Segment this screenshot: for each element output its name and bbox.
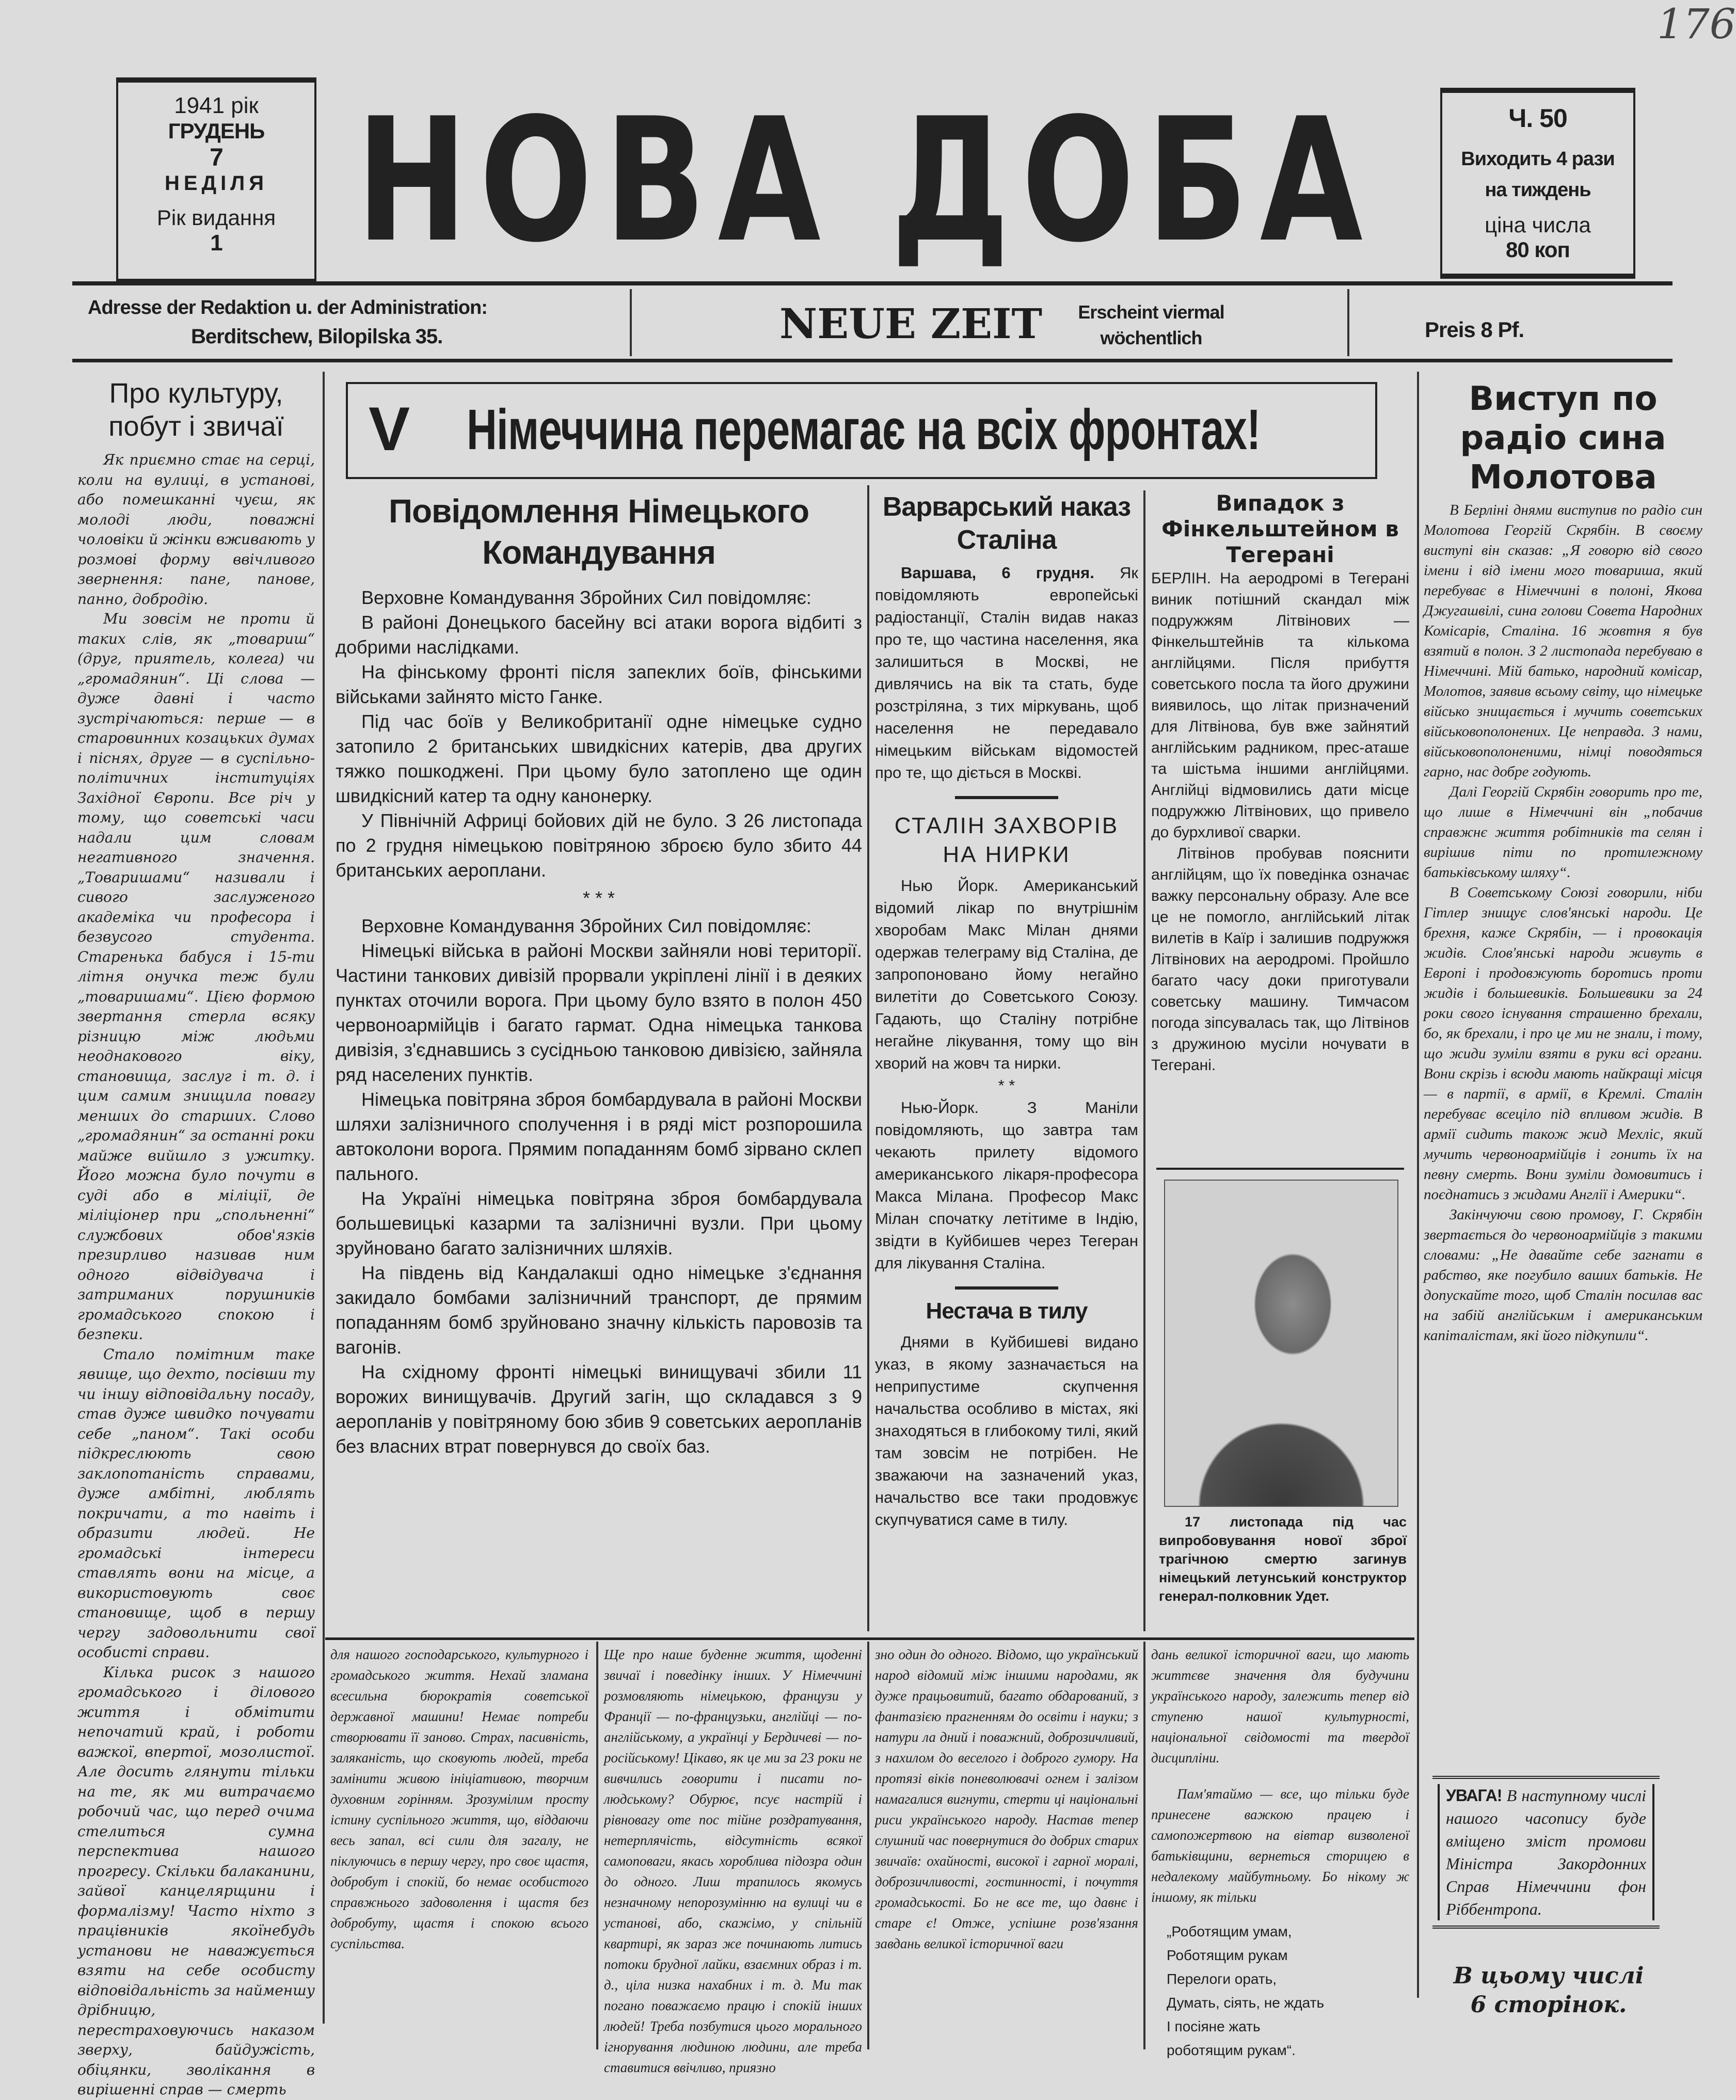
victory-v-mark: V bbox=[369, 394, 410, 464]
poem bbox=[1167, 1920, 1409, 2062]
divider bbox=[1143, 1642, 1145, 2049]
paragraph: Кілька рисок з нашого громадського і ділового життя і обмітити непочатий край, і роботи важкої, впертої, мозолистої. Але досить глянути тільки на те, як ми витрачаємо робочий час, що перед очима стелиться сумна перспектива нашого прогресу. Скільки балаканини, зайвої канцелярщини і формалізму! Часто ніхто з працівників якоїнебудь установи не наважується взяти на себе особисту відповідальність за найменшу дрібницю, перестраховуючись наказом зверху, байдужість, обіцянки, зволікання в вирішенні справ — смерть bbox=[77, 1663, 315, 2098]
paragraph: Нью-Йорк. З Маніли повідомляють, що завтра там чекають прилету відомого американського лікаря-професора Макса Мілана. Професор Макс Мілан спочатку летітиме в Індію, звідти в Куйбишев через Тегеран для лікування Сталіна. bbox=[875, 1099, 1138, 1272]
masthead-rule-bottom bbox=[72, 359, 1673, 362]
german-title: NEUE ZEIT bbox=[779, 299, 1043, 348]
paragraph: Верховне Командування Збройних Сил повідомляє: bbox=[361, 915, 811, 936]
paragraph: Літвінов пробував пояснити англійцям, що їх поведінка означає важку персональну образу. Але все це не помогло, англійський літак вилетів в Каїр і залишив подружжя Літвінових на аеродромі. Пройшло багато часу доки приготували советську машину. Тимчасом погода зіпсувалась так, що Літвінов з дружиною мусіли ночувати в Тегерані. bbox=[1151, 845, 1409, 1074]
poem-line: Роботящим рукам bbox=[1167, 1947, 1288, 1963]
finkelstein-article bbox=[1151, 490, 1409, 1162]
command-report-article bbox=[336, 490, 862, 1631]
paragraph: Нью Йорк. Американський відомий лікар по внутрішнім хворобам Макс Мілан днями одержав телеграму від Сталіна, де запропоновано йому негайно вилетіти до Советського Союзу. Гадають, що Сталіну потрібне негайне лікування, тому що він хворий на жовч та нирки. bbox=[875, 877, 1138, 1072]
paragraph: дань великої історичної ваги, що мають життєве значення для будучини українського народу, залежить тепер від ступеню нашої культурності, національної свідомості та твердої дисципліни. bbox=[1151, 1647, 1409, 1765]
separator: * * bbox=[998, 1076, 1015, 1094]
divider bbox=[596, 1642, 598, 2049]
divider bbox=[867, 1642, 869, 2049]
paragraph: В районі Донецького басейну всі атаки ворога відбиті з добрими наслідками. bbox=[336, 612, 862, 658]
paragraph: Як повідомляють европейські радіостанції, Сталін видав наказ про те, що частина населення, яка залишиться в Москві, не дивлячись на вік та стать, буде розстріляна, з тих міркувань, щоб населення не передавало німецьким військам відомостей про те, що діється в Москві. bbox=[875, 564, 1138, 782]
notice-text: В наступному числі нашого часопису буде вміщено зміст промови Міністра Закордонних Справ Німеччини фон Ріббентропа. bbox=[1446, 1786, 1646, 1918]
paragraph: На фінському фронті після запеклих боїв, фінськими військами зайнято місто Ганке. bbox=[336, 661, 862, 707]
paragraph: Німецька повітряна зброя бомбардувала в районі Москви шляхи залізничного сполучення і в ряді міст розпорошила автоколони ворога. Прямим попаданням бомб зірвано склеп пального. bbox=[336, 1089, 862, 1184]
paragraph: У Північній Африці бойових дій не було. З 26 листопада по 2 грудня німецькою повітряною зброєю було збито 44 британських аероплани. bbox=[336, 810, 862, 881]
price: 80 коп bbox=[1506, 237, 1570, 262]
german-frequency: Erscheint viermal wöchentlich bbox=[1078, 301, 1224, 348]
price-label: ціна числа bbox=[1485, 213, 1591, 237]
divider bbox=[1143, 490, 1145, 1631]
dateline: Варшава, 6 грудня. bbox=[901, 564, 1094, 582]
poem-line: роботящим рукам“. bbox=[1167, 2042, 1296, 2058]
bottom-column bbox=[604, 1644, 862, 2075]
article-title: Виступ по радіо сина Молотова bbox=[1460, 380, 1666, 497]
year: 1941 рік bbox=[174, 93, 259, 118]
notice-label: УВАГА! bbox=[1446, 1786, 1502, 1805]
paragraph: для нашого господарського, культурного і громадського життя. Нехай зламана всесильна бюрократія советської державної машини! Немає потреби створювати її заново. Страх, пасивність, заляканість, що сковують людей, треба замінити живою ініціативою, творчим духовним горінням. Зрозумілим просту істину суспільного життя, що, віддаючи весь запал, всі сили для загалу, не піклуючись в першу чергу, про своє щастя, добробут і спокій, бо немає особистого справжнього задоволення і щастя без добробуту, щастя і спокою всього суспільства. bbox=[330, 1647, 588, 1951]
bottom-column bbox=[875, 1644, 1138, 2052]
newspaper-title: НОВА ДОБА bbox=[356, 82, 1375, 280]
issue-number: Ч. 50 bbox=[1508, 104, 1567, 133]
paragraph: Днями в Куйбишеві видано указ, в якому зазначається на неприпустиме скупчення начальства особливо в містах, які знаходяться в глибокому тилі, який там зовсім не потрібен. Не зважаючи на зазначений указ, начальство все таки продовжує скупчуватися саме в тилу. bbox=[875, 1333, 1138, 1529]
paragraph: В Берліні днями виступив по радіо син Молотова Георгій Скрябін. В своєму виступі він сказав: „Я говорю від свого імени і від імени мого товариша, який перебуває в Німеччині в полоні, Якова Джугашвілі, сина голови Совета Народних Комісарів, Сталіна. 16 жовтня я був взятий в полон. З 2 листопада перебуваю в Німеччині. Мій батько, народний комісар, Молотов, заявив всьому світу, що німецьке військо знищається і мучить советських військовополонених. Це неправда. З нами, військовополоненими, німці поводяться гарно, нас добре годують. bbox=[1424, 502, 1702, 780]
stalin-ill-title: СТАЛІН ЗАХВОРІВ НА НИРКИ bbox=[894, 813, 1119, 867]
volume: 1 bbox=[210, 230, 222, 256]
paragraph: На південь від Кандалакші одно німецьке з'єднання закидало бомбами залізничний транспорт, де прямим попаданням бомб зруйновано значну кількість паровозів та вагонів. bbox=[336, 1262, 862, 1358]
address-label: Adresse der Redaktion u. der Administration: bbox=[88, 297, 487, 319]
poem-line: Перелоги орать, bbox=[1167, 1971, 1277, 1987]
paragraph: На Україні німецька повітряна зброя бомбардувала большевицькі казарми та залізничні вузли. При цьому зруйновано багато залізничних шляхів. bbox=[336, 1188, 862, 1259]
paragraph: Верховне Командування Збройних Сил повідомляє: bbox=[361, 587, 811, 608]
bottom-column bbox=[1151, 1644, 1409, 2062]
divider bbox=[1347, 289, 1349, 356]
separator: * * * bbox=[582, 887, 615, 909]
culture-article bbox=[77, 377, 315, 2098]
bottom-column bbox=[330, 1644, 588, 2052]
article-title: Випадок з Фінкельштейном в Тегерані bbox=[1161, 490, 1399, 567]
paragraph: Під час боїв у Великобританії одне німецьке судно затопило 2 британських швидкісних катерів, два других тяжко пошкоджені. При цьому було затоплено ще один швидкісний катер та одну канонерку. bbox=[336, 711, 862, 806]
paragraph: Далі Георгій Скрябін говорить про те, що лише в Німеччині він „побачив справжнє життя робітників та селян і вирішив піти по протилежному батьківському шляху“. bbox=[1424, 784, 1702, 881]
stalin-order-title: Варварський наказ Сталіна bbox=[882, 492, 1131, 555]
separator-rule bbox=[955, 796, 1058, 799]
paragraph: Закінчуючи свою промову, Г. Скрябін звертається до червоноармійців з такими словами: „Не давайте себе загнати в рабство, яке погубило ваших батьків. Не допускайте того, щоб Сталін посилав вас на забій англійським і американським капіталістам, які його підкупили“. bbox=[1424, 1206, 1702, 1344]
volume-label: Рік видання bbox=[156, 205, 276, 230]
german-price: Preis 8 Pf. bbox=[1425, 317, 1524, 342]
separator-rule bbox=[955, 1286, 1058, 1290]
date-box bbox=[116, 77, 316, 284]
notice-box bbox=[1432, 1776, 1660, 1929]
paragraph: В Советському Союзі говорили, ніби Гітлер знищує слов'янські народи. Це брехня, каже Скрябін, — і провокація жидів. Слов'янські народи живуть в Европі і продовжують боротись проти жидів і большевиків. Большевики за 24 роки свого існування страшенно брехали, бо, як брехали, і про це ми не знали, і тому, що жиди зуміли взяти в руки всі органи. Вони скрізь і всюди мають найкращі місця — в партії, в армії, в Кремлі. Сталін перебуває всецілo під впливом жидів. В армії сидить також жид Мехліс, який мучить червоноармійців і гонить їх на певну смерть. Вони зуміли домовитись і поєднатись з жидами Англії і Америки“. bbox=[1424, 884, 1702, 1203]
divider bbox=[1417, 372, 1419, 1998]
photo-caption bbox=[1159, 1513, 1407, 1605]
poem-line: Думать, сіять, не ждать bbox=[1167, 1995, 1325, 2011]
pages-note: В цьому числі 6 сторінок. bbox=[1453, 1963, 1644, 2018]
day: 7 bbox=[210, 144, 223, 171]
shortage-title: Нестача в тилу bbox=[926, 1298, 1088, 1324]
handwritten-page-number: 176 bbox=[1657, 0, 1736, 48]
caption-text: 17 листопада під час випробовування нової зброї трагічною смертю загинув німецький летунський конструктор генерал-полковник Удет. bbox=[1159, 1514, 1407, 1604]
poem-line: „Роботящим умам, bbox=[1167, 1923, 1292, 1939]
paragraph: Стало помітним таке явище, що дехто, посівши ту чи іншу відповідальну посаду, став дуже швидко почувати себе „паном“. Такі особи підкреслюють свою заклопотаність справами, дуже амбітні, люблять покричати, а то навіть і образити людей. Не громадські інтереси ставлять вони на місце, а використовують своє становище, щоб в першу чергу задовольнити свої особисті справи. bbox=[77, 1345, 315, 1661]
poem-line: І посіяне жать bbox=[1167, 2018, 1261, 2034]
month: ГРУДЕНЬ bbox=[168, 119, 265, 143]
address: Berditschew, Bilopilska 35. bbox=[191, 325, 443, 348]
banner-headline-box bbox=[346, 382, 1377, 479]
paragraph: БЕРЛІН. На аеродромі в Тегерані виник потішний скандал між подружжям Літвінових — Фінкельштейнів та кількома англійцями. Після прибуття советського посла та його дружини виявилось, що літак призначений для Літвінова, був вже зайнятий англійським радником, прес-аташе та шістьма іншими англійцями. Англійці відмовились дати місце подружжю Літвінових, що привело до бурхливої сварки. bbox=[1151, 570, 1409, 841]
banner-headline: Німеччина перемагає на всіх фронтах! bbox=[467, 398, 1261, 462]
divider bbox=[323, 372, 325, 2024]
divider bbox=[867, 485, 869, 1631]
article-title: Повідомлення Німецького Командування bbox=[388, 492, 809, 571]
issue-box bbox=[1440, 88, 1635, 279]
paragraph: Ми зовсім не проти й таких слів, як „товариш“ (друг, приятель, колега) чи „громадянин“. Ці слова — дуже давні і часто зустрічаються: перше — в старовинних козацьких думах і піснях, друге — в суспільно-політичних інституціях Західної Європи. Все річ у тому, що советські часи надали цим словам негативного значення. „Товаришами“ називали і сивого заслуженого академіка чи професора і безвусого студента. Старенька бабуся і 15-ти літня онучка теж були „товаришами“. Цією формою звертання стерла всяку різницю між людьми неоднакового віку, становища, заслуг і т. д. і цим самим знищила повагу менших до старших. Слово „громадянин“ за останні роки майже вийшло з ужитку. Його можна було почути в суді або в міліції, де міліціонер при „спольненні“ службових обов'язків презирливо називав ним одного відвідувача і затриманих порушників громадського спокою і безпеки. bbox=[77, 610, 315, 1343]
divider bbox=[630, 289, 632, 356]
paragraph: Пам'ятаймо — все, що тільки буде принесене важкою працею і самопожертвою на вівтар визволеної батьківщини, вернеться сторицею в недалекому майбутньому. Бо нікому ж іншому, як тільки bbox=[1151, 1786, 1409, 1905]
article-title: Про культуру, побут і звичаї bbox=[108, 378, 284, 442]
paragraph: зно один до одного. Відомо, що український народ відомий між іншими народами, як дуже працьовитий, багато обдарований, з фантазією прагненням до освіти і науки; з натури ла дний і поважний, доброзичливий, з нахилом до веселого і доброго гумору. На протязі віків поневолювачі огнем і залізом намагалися вигнути, стерти ці національні риси українського народу. Настав тепер слушний час повернутися до добрих старих звичаїв: охайності, високої і гарної моралі, доброзичливості, гостинності, і почуття громадськості. Бо не все те, що давнє і старе є! Отже, успішне розв'язання завдань великої історичної ваги bbox=[875, 1647, 1138, 1951]
molotov-article bbox=[1424, 379, 1702, 1763]
divider bbox=[325, 1637, 1414, 1640]
paragraph: На східному фронті німецькі винищувачі збили 11 ворожих винищувачів. Другий загін, що складався з 9 аеропланів у повітряному бою збив 9 советських аеропланів без власних втрат повернувся до своїх баз. bbox=[336, 1361, 862, 1457]
divider bbox=[1156, 1168, 1404, 1170]
portrait-photo bbox=[1164, 1180, 1398, 1507]
weekday: НЕДІЛЯ bbox=[165, 172, 268, 195]
stalin-column bbox=[875, 490, 1138, 1631]
masthead-rule bbox=[72, 281, 1673, 285]
paragraph: Як приємно стає на серці, коли на вулиці, в установі, або помешканні чуєш, як молоді люди, поважні чоловіки й жінки вживають у розмові форму ввічливого звернення: пане, панове, панно, добродію. bbox=[77, 451, 315, 608]
paragraph: Ще про наше буденне життя, щоденні звичаї і поведінку інших. У Німеччині розмовляють німецькою, французи у Франції — по-французьки, англійці — по-англійському, а українці у Бердичеві — по-російському! Цікаво, як це ми за 23 роки не вивчились говорити і писати по-людському? Обурює, псує настрій і рівновагу оте пос тійне роздратування, нетерплячість, відсутність всякої самоповаги, якась хороблива підозра один до одного. Лиш трапилось якомусь незначному непорозумінню на вулиці чи в установі, або, скажімо, у спільній квартирі, як зараз же починають литись потоки брудної лайки, взаємних образ і т. д., ціла низка нахабних і т. д. Ми так погано поважаємо працю і спокій інших людей! Треба позбутися цього морального ігнорування людиною людини, але треба ставитися ввічливо, приязно bbox=[604, 1647, 862, 2075]
paragraph: Німецькі війська в районі Москви зайняли нові території. Частини танкових дивізій прорвали укріплені лінії і в деяких пунктах оточили ворога. При цьому було взято в полон 450 червоноармійців і багато гармат. Одна німецька танкова дивізія, з'єднавшись з сусідньою танковою дивізією, зайняла ряд населених пунктів. bbox=[336, 940, 862, 1085]
frequency: Виходить 4 рази на тиждень bbox=[1461, 148, 1615, 201]
